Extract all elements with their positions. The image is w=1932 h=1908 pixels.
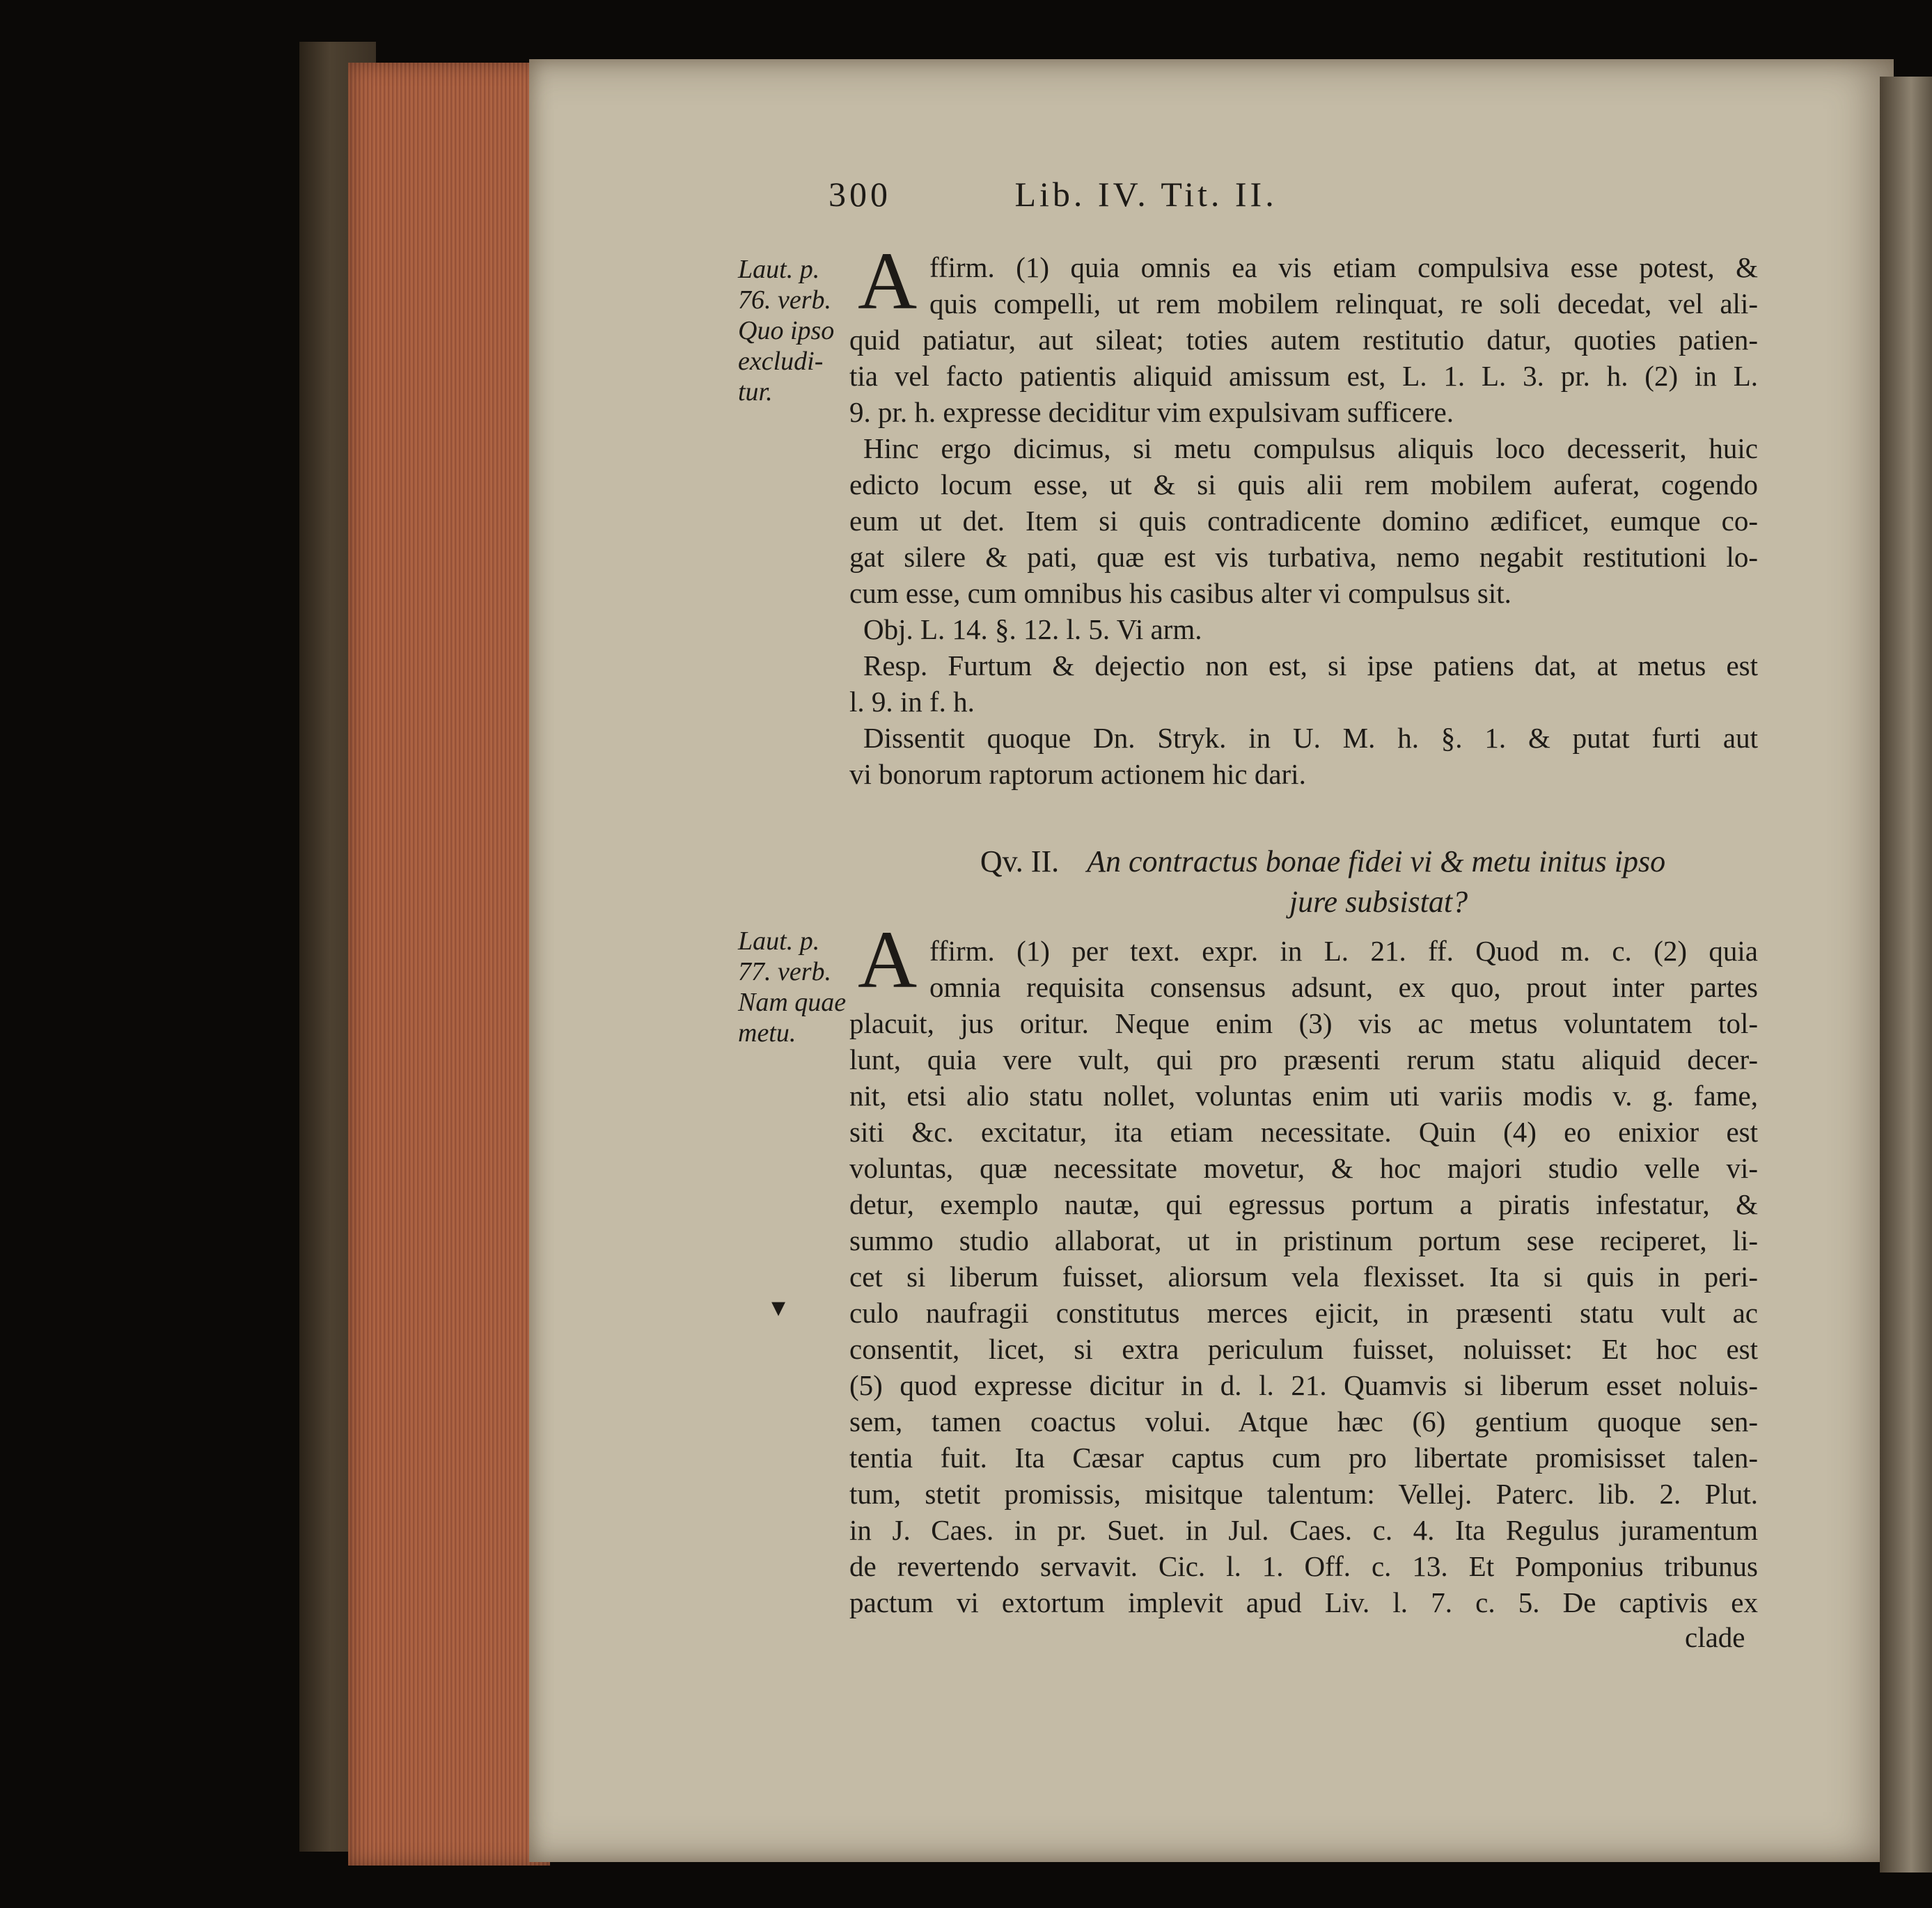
text-line: Obj. L. 14. §. 12. l. 5. Vi arm. — [863, 613, 1202, 645]
text-line: ffirm. (1) quia omnis ea vis etiam compulsiva esse potest, & — [929, 251, 1758, 283]
text-line: siti &c. excitatur, ita etiam necessitate. Quin (4) eo enixior est — [849, 1116, 1758, 1148]
question-title-line2: jure subsistat? — [1289, 885, 1468, 919]
text-line: 9. pr. h. expresse deciditur vim expulsivam sufficere. — [849, 396, 1454, 428]
question-heading — [905, 842, 1741, 881]
text-line: cum esse, cum omnibus his casibus alter vi compulsus sit. — [849, 577, 1511, 609]
text-line: eum ut det. Item si quis contradicente domino ædificet, eumque co- — [849, 505, 1758, 537]
marginal-line: metu. — [738, 1018, 796, 1048]
text-line: (5) quod expresse dicitur in d. l. 21. Quamvis si liberum esset noluis- — [849, 1369, 1758, 1401]
text-line: summo studio allaborat, ut in pristinum portum sese reciperet, li- — [849, 1224, 1758, 1256]
marginal-line: Quo ipso — [738, 316, 835, 345]
question-title-line1: An contractus bonae fidei vi & metu initus ipso — [1087, 844, 1666, 878]
text-line: tentia fuit. Ita Cæsar captus cum pro libertate promisisset talen- — [849, 1442, 1758, 1474]
text-line: vi bonorum raptorum actionem hic dari. — [849, 758, 1306, 790]
text-line: tum, stetit promissis, misitque talentum: Vellej. Paterc. lib. 2. Plut. — [849, 1478, 1758, 1510]
text-line: Resp. Furtum & dejectio non est, si ipse patiens dat, at metus est — [863, 649, 1758, 681]
question-label: Qv. II. — [980, 844, 1060, 878]
facing-page-edge — [1880, 77, 1932, 1872]
text-line: in J. Caes. in pr. Suet. in Jul. Caes. c. 4. Ita Regulus juramentum — [849, 1514, 1758, 1546]
question-heading-cont — [1065, 883, 1692, 922]
marginal-line: Nam quae — [738, 988, 847, 1017]
text-line: omnia requisita consensus adsunt, ex quo, prout inter partes — [929, 971, 1758, 1003]
text-line: ffirm. (1) per text. expr. in L. 21. ff. Quod m. c. (2) quia — [929, 935, 1758, 967]
text-line: consentit, licet, si extra periculum fuisset, noluisset: Et hoc est — [849, 1333, 1758, 1365]
text-line: nit, etsi alio statu nollet, voluntas enim uti variis modis v. g. fame, — [849, 1080, 1758, 1112]
text-line: cet si liberum fuisset, aliorsum vela flexisset. Ita si quis in peri- — [849, 1261, 1758, 1293]
marginal-line: 76. verb. — [738, 285, 832, 315]
text-line: gat silere & pati, quæ est vis turbativa, nemo negabit restitutioni lo- — [849, 541, 1758, 573]
catchword: clade — [1685, 1621, 1745, 1653]
text-line: Dissentit quoque Dn. Stryk. in U. M. h. §. 1. & putat furti aut — [863, 722, 1758, 754]
text-line: voluntas, quæ necessitate movetur, & hoc majori studio velle vi- — [849, 1152, 1758, 1184]
text-line: quid patiatur, aut sileat; toties autem restitutio datur, quoties patien- — [849, 324, 1758, 356]
ink-speck: ▾ — [771, 1291, 786, 1323]
marginal-line: Laut. p. — [738, 927, 820, 956]
text-line: edicto locum esse, ut & si quis alii rem mobilem auferat, cogendo — [849, 468, 1758, 500]
running-title: Lib. IV. Tit. II. — [1014, 175, 1278, 214]
text-line: placuit, jus oritur. Neque enim (3) vis ac metus voluntatem tol- — [849, 1007, 1758, 1039]
text-line: quis compelli, ut rem mobilem relinquat, re soli decedat, vel ali- — [929, 287, 1758, 320]
text-line: lunt, quia vere vult, qui pro præsenti rerum statu aliquid decer- — [849, 1043, 1758, 1075]
text-line: pactum vi extortum implevit apud Liv. l. 7. c. 5. De captivis ex — [849, 1586, 1758, 1618]
marginal-line: Laut. p. — [738, 255, 820, 284]
drop-cap: A — [858, 914, 918, 1005]
page-fore-edge — [348, 63, 550, 1866]
text-line: detur, exemplo nautæ, qui egressus portum a piratis infestatur, & — [849, 1188, 1758, 1220]
text-line: culo naufragii constitutus merces ejicit, in præsenti statu vult ac — [849, 1297, 1758, 1329]
text-line: tia vel facto patientis aliquid amissum est, L. 1. L. 3. pr. h. (2) in L. — [849, 360, 1758, 392]
text-line: Hinc ergo dicimus, si metu compulsus aliquis loco decesserit, huic — [863, 432, 1758, 464]
marginal-line: tur. — [738, 377, 773, 407]
marginal-line: 77. verb. — [738, 957, 832, 986]
text-line: l. 9. in f. h. — [849, 686, 975, 718]
running-header — [828, 174, 1734, 223]
text-line: de revertendo servavit. Cic. l. 1. Off. c. 13. Et Pomponius tribunus — [849, 1550, 1758, 1582]
marginal-line: excludi- — [738, 347, 824, 376]
drop-cap: A — [858, 235, 918, 326]
text-line: sem, tamen coactus volui. Atque hæc (6) gentium quoque sen- — [849, 1405, 1758, 1437]
page-number: 300 — [828, 175, 891, 214]
